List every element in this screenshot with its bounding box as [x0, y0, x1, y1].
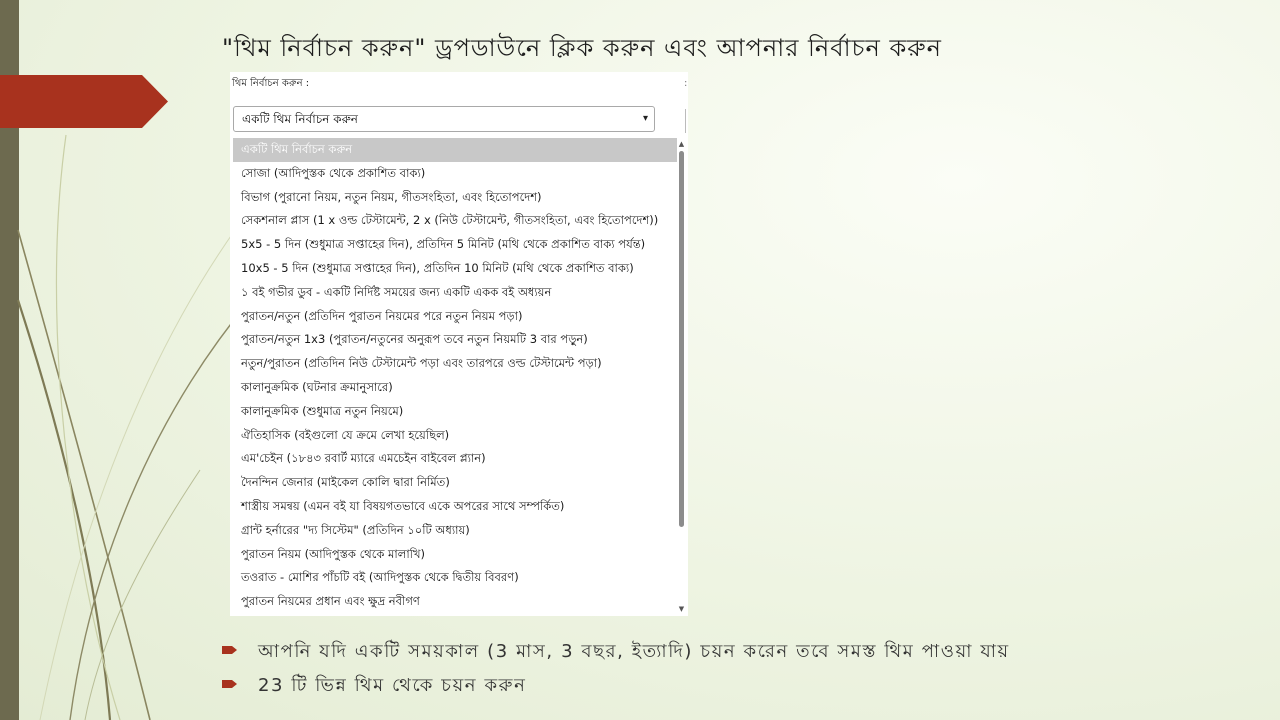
theme-select[interactable] — [233, 106, 655, 132]
theme-selector-screenshot — [230, 72, 688, 616]
theme-option[interactable]: শাস্ত্রীয় সমন্বয় (এমন বই যা বিষয়গতভাবে একে অপরের সাথে সম্পর্কিত) — [241, 498, 565, 513]
theme-option[interactable]: পুরাতন নিয়ম (আদিপুস্তক থেকে মালাখি) — [241, 546, 425, 561]
bullet-item — [222, 671, 1010, 705]
scroll-down-icon[interactable]: ▼ — [678, 605, 685, 613]
theme-label: থিম নির্বাচন করুন : — [232, 78, 310, 89]
dropdown-scrollbar[interactable] — [677, 138, 686, 614]
theme-option-selected[interactable]: একটি থিম নির্বাচন করুন — [233, 138, 677, 162]
theme-option[interactable]: সেকশনাল প্লাস (1 x ওল্ড টেস্টামেন্ট, 2 x (নিউ টেস্টামেন্ট, গীতসংহিতা, এবং হিতোপদেশ)) — [241, 213, 659, 228]
theme-option[interactable]: ঐতিহাসিক (বইগুলো যে ক্রমে লেখা হয়েছিল) — [241, 427, 450, 442]
theme-option[interactable]: সোজা (আদিপুস্তক থেকে প্রকাশিত বাক্য) — [241, 165, 426, 180]
theme-option[interactable]: পুরাতন/নতুন (প্রতিদিন পুরাতন নিয়মের পরে নতুন নিয়ম পড়া) — [241, 308, 523, 323]
bullet-text: আপনি যদি একটি সময়কাল (3 মাস, 3 বছর, ইত্যাদি) চয়ন করেন তবে সমস্ত থিম পাওয়া যায় — [258, 641, 1010, 662]
theme-options-list — [233, 138, 677, 614]
theme-option[interactable]: দৈনন্দিন জেনার (মাইকেল কোলি দ্বারা নির্মিত) — [241, 475, 450, 490]
slide-title: "থিম নির্বাচন করুন" ড্রপডাউনে ক্লিক করুন এবং আপনার নির্বাচন করুন — [222, 34, 942, 62]
theme-option[interactable]: তওরাত - মোশির পাঁচটি বই (আদিপুস্তক থেকে দ্বিতীয় বিবরণ) — [241, 570, 519, 585]
bullet-item — [222, 637, 1010, 671]
theme-select-value: একটি থিম নির্বাচন করুন — [242, 112, 358, 126]
theme-option[interactable]: কালানুক্রমিক (ঘটনার ক্রমানুসারে) — [241, 379, 393, 394]
scroll-up-icon[interactable]: ▲ — [678, 140, 685, 148]
bullet-text: 23 টি ভিন্ন থিম থেকে চয়ন করুন — [258, 675, 527, 696]
arrow-bullet-icon — [222, 643, 238, 657]
theme-option[interactable]: পুরাতন/নতুন 1x3 (পুরাতন/নতুনের অনুরূপ তবে নতুন নিয়মটি 3 বার পড়ুন) — [241, 332, 588, 347]
theme-option[interactable]: পুরাতন নিয়মের প্রধান এবং ক্ষুদ্র নবীগণ — [241, 594, 420, 609]
bullet-list — [222, 637, 1010, 705]
theme-option[interactable]: বিভাগ (পুরানো নিয়ম, নতুন নিয়ম, গীতসংহিতা, এবং হিতোপদেশ) — [241, 189, 542, 204]
scroll-thumb[interactable] — [679, 151, 684, 527]
theme-option[interactable]: নতুন/পুরাতন (প্রতিদিন নিউ টেস্টামেন্ট পড়া এবং তারপরে ওল্ড টেস্টামেন্ট পড়া) — [241, 356, 602, 371]
theme-option[interactable]: ১ বই গভীর ডুব - একটি নির্দিষ্ট সময়ের জন্য একটি একক বই অধ্যয়ন — [241, 284, 552, 299]
theme-option[interactable]: কালানুক্রমিক (শুধুমাত্র নতুন নিয়মে) — [241, 403, 404, 418]
theme-option[interactable]: এম'চেইন (১৮৪৩ রবার্ট ম্যারে এমচেইন বাইবেল প্ল্যান) — [241, 451, 486, 466]
arrow-bullet-icon — [222, 677, 238, 691]
title-arrow-shape — [0, 75, 168, 128]
adjacent-field-edge — [685, 109, 688, 133]
theme-option[interactable]: 5x5 - 5 দিন (শুধুমাত্র সপ্তাহের দিন), প্রতিদিন 5 মিনিট (মথি থেকে প্রকাশিত বাক্য পর্যন্ত) — [241, 237, 646, 252]
theme-option[interactable]: গ্রান্ট হর্নারের "দ্য সিস্টেম" (প্রতিদিন ১০টি অধ্যায়) — [241, 522, 470, 537]
edge-colon: : — [684, 78, 688, 89]
theme-option[interactable]: 10x5 - 5 দিন (শুধুমাত্র সপ্তাহের দিন), প্রতিদিন 10 মিনিট (মথি থেকে প্রকাশিত বাক্য) — [241, 260, 634, 275]
chevron-down-icon: ▾ — [642, 113, 648, 124]
